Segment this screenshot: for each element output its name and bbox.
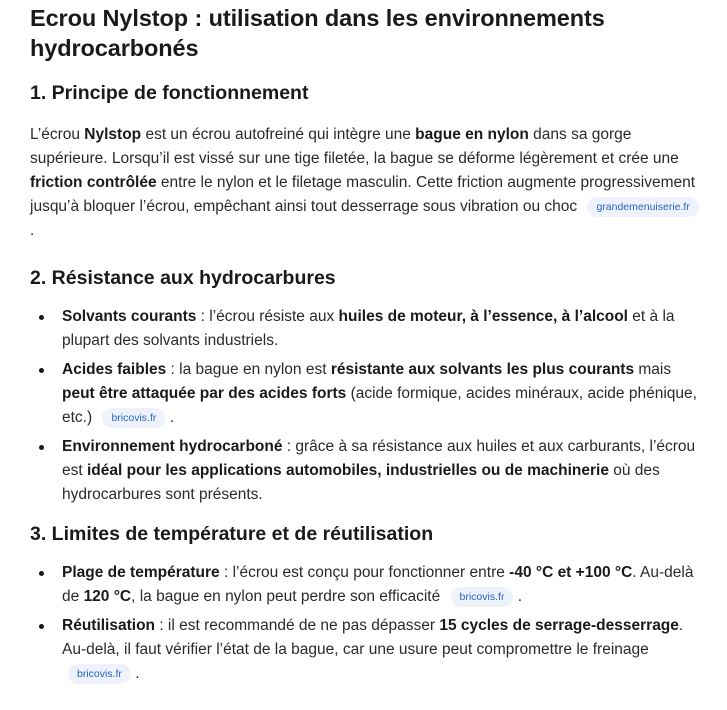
bold-text: 120 °C (83, 588, 132, 605)
item-label: Plage de température (62, 564, 220, 581)
text: : l’écrou résiste aux (196, 308, 339, 325)
text: et à la plupart des solvants industriels. (62, 308, 675, 349)
item-label: Réutilisation (62, 617, 156, 634)
title-part-2: Nylstop (102, 5, 189, 31)
text: est un écrou autofreiné qui intègre une (141, 126, 416, 143)
text: (acide formique, acides minéraux, acide phénique, etc.) (62, 385, 697, 426)
section-3-list (30, 561, 699, 686)
section-1-paragraph (30, 123, 699, 243)
bold-text: idéal pour les applications automobiles, industrielles ou de machinerie (86, 462, 609, 479)
bold-text: 15 cycles de serrage-desserrage (439, 617, 679, 634)
bold-text: peut être attaquée par des acides forts (62, 385, 347, 402)
bold-text: Nylstop (84, 126, 142, 143)
text: . Au-delà de (62, 564, 694, 605)
page-title (30, 0, 699, 63)
source-chip-bricovis[interactable]: bricovis.fr (68, 664, 131, 684)
source-chip-grandemenuiserie[interactable]: grandemenuiserie.fr (587, 197, 698, 217)
item-label: Environnement hydrocarboné (62, 438, 283, 455)
text: : la bague en nylon est (166, 361, 331, 378)
bold-text: -40 °C et +100 °C (509, 564, 633, 581)
text: entre le nylon et le filetage masculin. Cette friction augmente progressivement jusqu’à bloquer l’écrou, empêchant ainsi tout desserrage sous vibration ou choc (30, 174, 696, 215)
text: : l’écrou est conçu pour fonctionner entre (219, 564, 510, 581)
title-part-3: : utilisation dans les environnements hydrocarbonés (30, 5, 605, 61)
list-item (30, 435, 699, 507)
bold-text: résistante aux solvants les plus courants (330, 361, 635, 378)
text: mais (634, 361, 672, 378)
text: . (517, 588, 523, 605)
bold-text: huiles de moteur, à l’essence, à l’alcool (338, 308, 628, 325)
text: , la bague en nylon peut perdre son efficacité (131, 588, 441, 605)
text: . (30, 222, 35, 239)
item-label: Acides faibles (62, 361, 167, 378)
text: dans sa gorge supérieure. Lorsqu’il est vissé sur une tige filetée, la bague se déforme légèrement et crée une (30, 126, 679, 167)
text: . (135, 665, 140, 682)
source-chip-bricovis[interactable]: bricovis.fr (451, 587, 514, 607)
section-1-heading: 1. Principe de fonctionnement (30, 82, 309, 104)
list-item (30, 561, 699, 609)
list-item (30, 358, 699, 430)
text: où des hydrocarbures sont présents. (62, 462, 660, 503)
title-part-1: Ecrou (30, 5, 97, 31)
text: : grâce à sa résistance aux huiles et aux carburants, l’écrou est (62, 438, 696, 479)
item-label: Solvants courants (62, 308, 197, 325)
section-3-heading: 3. Limites de température et de réutilisation (30, 523, 434, 545)
list-item (30, 614, 699, 686)
section-2-heading: 2. Résistance aux hydrocarbures (30, 267, 336, 289)
text: : il est recommandé de ne pas dépasser (155, 617, 440, 634)
bold-text: friction contrôlée (30, 174, 157, 191)
bold-text: bague en nylon (415, 126, 529, 143)
text: . (169, 409, 175, 426)
text: . Au-delà, il faut vérifier l’état de la bague, car une usure peut compromettre le freinage (62, 617, 684, 658)
section-2-list (30, 305, 699, 507)
list-item (30, 305, 699, 353)
source-chip-bricovis[interactable]: bricovis.fr (102, 408, 165, 428)
text: L’écrou (30, 126, 85, 143)
